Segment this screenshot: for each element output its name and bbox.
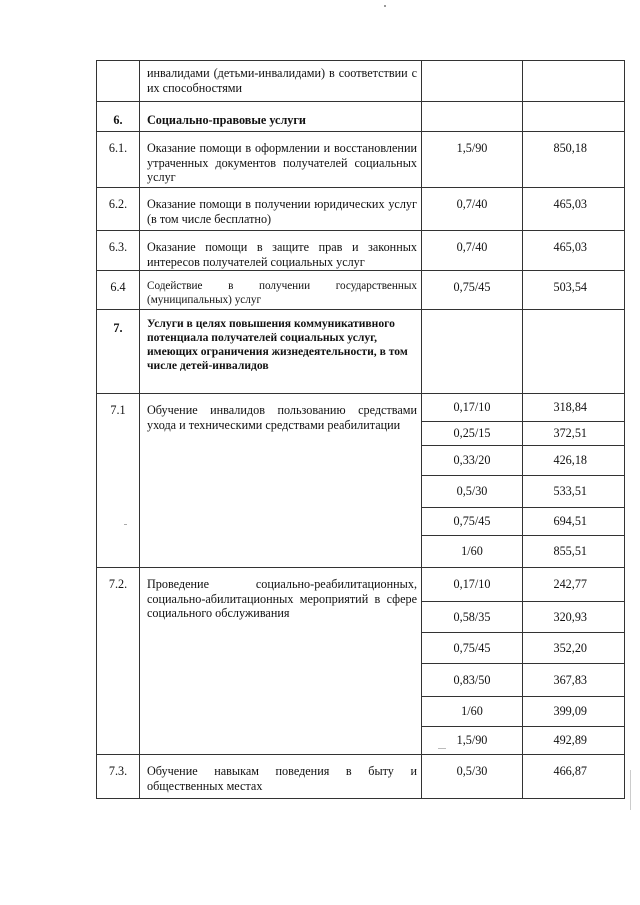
row-number: 7.1 (97, 394, 140, 568)
services-price-table (96, 60, 625, 799)
price (523, 61, 625, 102)
table-row (97, 61, 625, 102)
row-number: 7.3. (97, 755, 140, 799)
service-description: Оказание помощи в защите прав и законных интересов получателей социальных услуг (140, 231, 422, 271)
price: 533,51 (523, 476, 625, 508)
price: 465,03 (523, 231, 625, 271)
section-number: 6. (97, 102, 140, 132)
section-title: Социально-правовые услуги (140, 102, 422, 132)
price: 694,51 (523, 508, 625, 536)
time-norm: 0,75/45 (422, 633, 523, 664)
table-row (97, 394, 625, 422)
price: 367,83 (523, 664, 625, 697)
price: 426,18 (523, 446, 625, 476)
price: 850,18 (523, 132, 625, 188)
time-norm: 0,5/30 (422, 476, 523, 508)
price: 503,54 (523, 271, 625, 310)
service-description: Обучение инвалидов пользованию средствами ухода и техническими средствами реабилитации (140, 394, 422, 568)
table-row (97, 132, 625, 188)
time-norm: 0,17/10 (422, 568, 523, 602)
price: 372,51 (523, 422, 625, 446)
time-norm: 1,5/90 (422, 132, 523, 188)
price: 855,51 (523, 536, 625, 568)
time-norm: 0,58/35 (422, 602, 523, 633)
time-norm: 0,75/45 (422, 508, 523, 536)
service-description: инвалидами (детьми-инвалидами) в соответствии с их способностями (140, 61, 422, 102)
time-norm: 0,5/30 (422, 755, 523, 799)
time-norm: 0,17/10 (422, 394, 523, 422)
section-row (97, 102, 625, 132)
time-norm: 1/60 (422, 697, 523, 727)
table-row (97, 271, 625, 310)
time-norm: 0,75/45 (422, 271, 523, 310)
price: 465,03 (523, 188, 625, 231)
time-norm: 0,33/20 (422, 446, 523, 476)
price: 466,87 (523, 755, 625, 799)
row-number: 6.2. (97, 188, 140, 231)
service-description: Оказание помощи в оформлении и восстановлении утраченных документов получателей социальных услуг (140, 132, 422, 188)
service-description: Оказание помощи в получении юридических услуг (в том числе бесплатно) (140, 188, 422, 231)
row-number: 7.2. (97, 568, 140, 755)
price: 352,20 (523, 633, 625, 664)
price: 242,77 (523, 568, 625, 602)
row-number: 6.1. (97, 132, 140, 188)
time-norm: 0,7/40 (422, 188, 523, 231)
section-number: 7. (97, 310, 140, 394)
service-description: Содействие в получении государственных (муниципальных) услуг (140, 271, 422, 310)
table-row (97, 231, 625, 271)
time-norm: 1,5/90 (422, 727, 523, 755)
section-row (97, 310, 625, 394)
time-norm: 1/60 (422, 536, 523, 568)
price: 399,09 (523, 697, 625, 727)
section-title: Услуги в целях повышения коммуникативного потенциала получателей социальных услуг, имеющих ограничения жизнедеятельности, в том числе детей-инвалидов (140, 310, 422, 394)
price: 320,93 (523, 602, 625, 633)
table-row (97, 188, 625, 231)
price: 492,89 (523, 727, 625, 755)
price: 318,84 (523, 394, 625, 422)
time-norm (422, 61, 523, 102)
time-norm: 0,83/50 (422, 664, 523, 697)
table-row (97, 568, 625, 602)
scan-mark (630, 770, 631, 810)
row-number (97, 61, 140, 102)
service-description: Обучение навыкам поведения в быту и общественных местах (140, 755, 422, 799)
scan-speck (384, 5, 386, 7)
service-description: Проведение социально-реабилитационных, социально-абилитационных мероприятий в сфере социального обслуживания (140, 568, 422, 755)
row-number: 6.3. (97, 231, 140, 271)
time-norm: 0,7/40 (422, 231, 523, 271)
table-row (97, 755, 625, 799)
time-norm: 0,25/15 (422, 422, 523, 446)
row-number: 6.4 (97, 271, 140, 310)
